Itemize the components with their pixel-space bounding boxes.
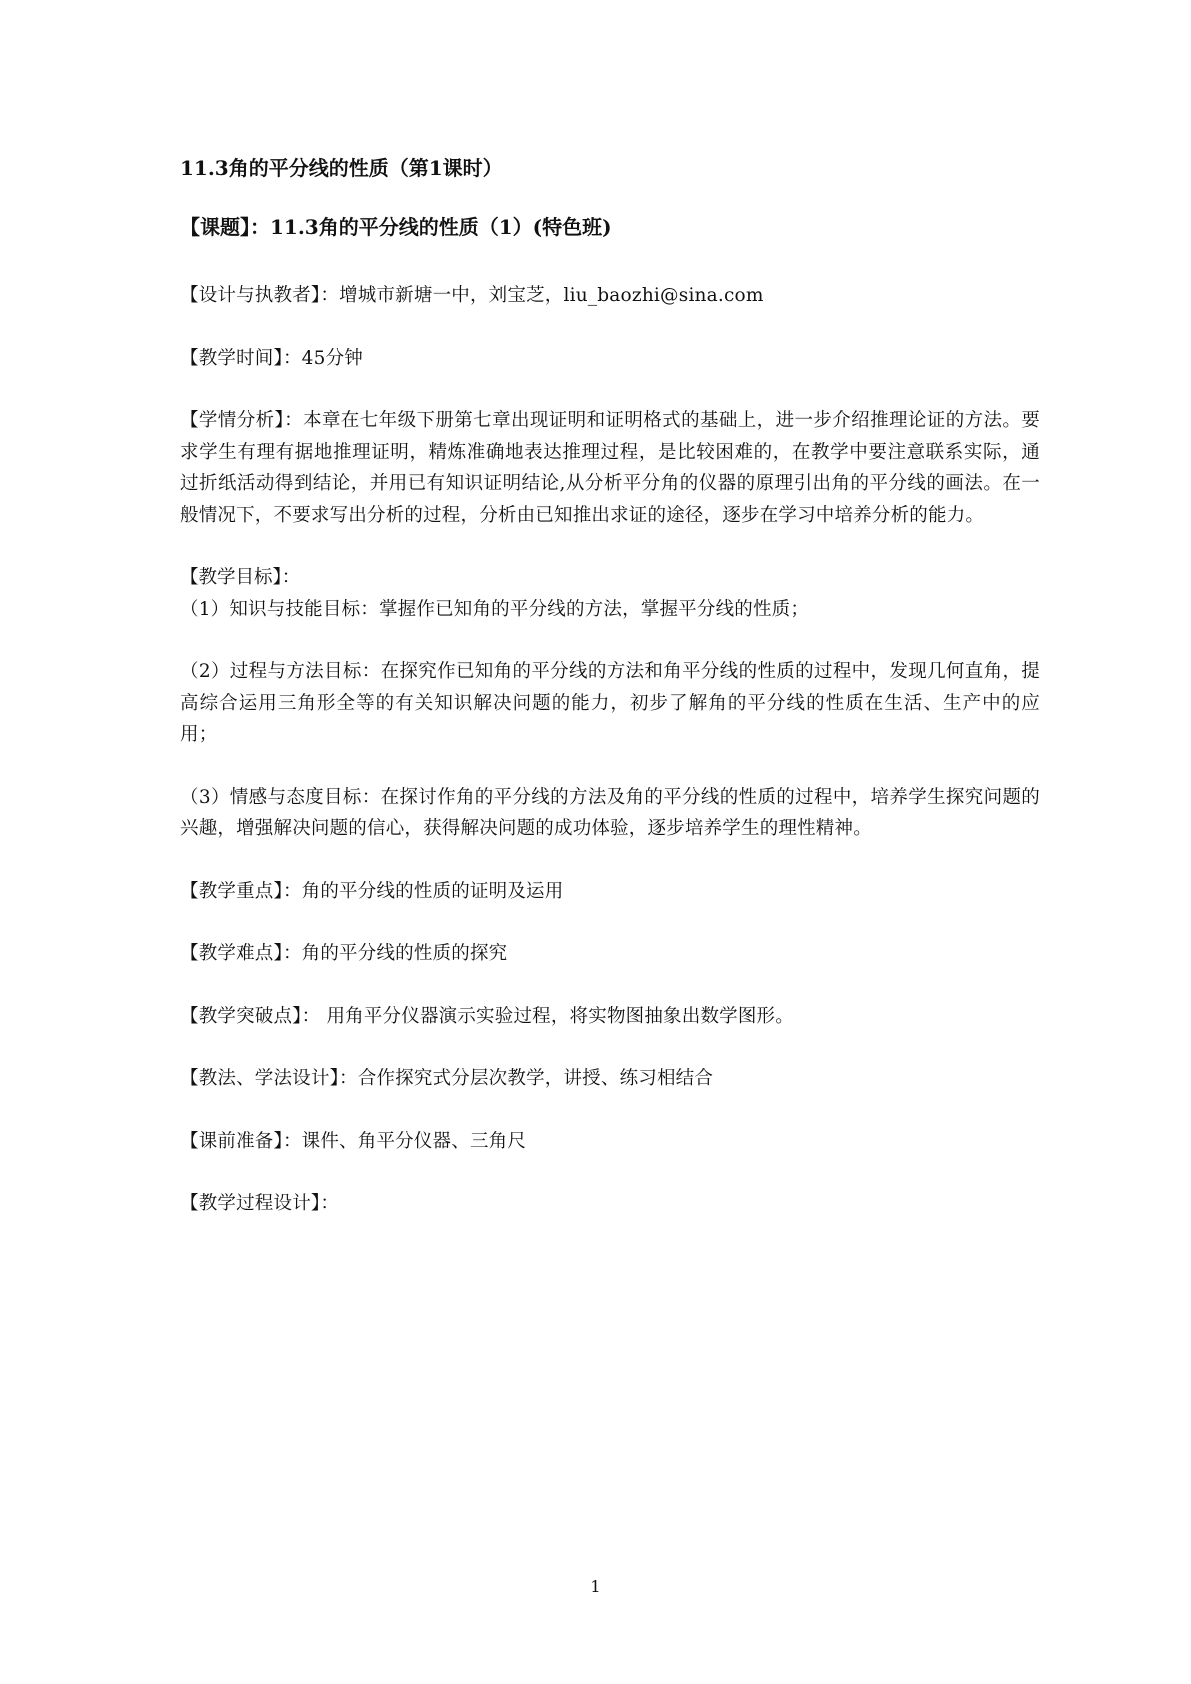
duration-line [180,343,1040,375]
subject-line [180,211,1040,243]
key-point-value: 角的平分线的性质的证明及运用 [301,880,564,902]
subject-label: 【课题】： [180,215,270,239]
subject-value: 11.3角的平分线的性质（1）(特色班) [270,215,612,239]
goal-item-attitude: （3）情感与态度目标：在探讨作角的平分线的方法及角的平分线的性质的过程中，培养学生探究问题的兴趣，增强解决问题的信心，获得解决问题的成功体验，逐步培养学生的理性精神。 [180,786,1040,839]
methods-label: 【教法、学法设计】： [180,1068,358,1089]
analysis-label: 【学情分析】： [180,410,304,431]
duration-value: 45分钟 [301,347,363,369]
page-number: 1 [590,1577,601,1596]
designer-line [180,280,1040,312]
methods-line [180,1063,1040,1095]
difficulty-value: 角的平分线的性质的探究 [301,943,508,964]
breakthrough-label: 【教学突破点】： [180,1005,321,1027]
document-content [180,152,1040,1251]
breakthrough-value: 用角平分仪器演示实验过程，将实物图抽象出数学图形。 [320,1005,794,1027]
goal-item-process: （2）过程与方法目标：在探究作已知角的平分线的方法和角平分线的性质的过程中，发现几何直角，提高综合运用三角形全等的有关知识解决问题的能力，初步了解角的平分线的性质在生活、生产中的应用； [180,661,1040,745]
analysis-text: 本章在七年级下册第七章出现证明和证明格式的基础上，进一步介绍推理论证的方法。要求学生有理有据地推理证明，精炼准确地表达推理过程，是比较困难的，在教学中要注意联系实际，通过折纸活动得到结论，并用已有知识证明结论,从分析平分角的仪器的原理引出角的平分线的画法。在一般情况下，不要求写出分析的过程，分析由已知推出求证的途径，逐步在学习中培养分析的能力。 [180,410,1040,526]
methods-value: 合作探究式分层次教学，讲授、练习相结合 [357,1068,714,1089]
preparation-line [180,1126,1040,1158]
goals-heading: 【教学目标】： [180,567,301,588]
designer-label: 【设计与执教者】： [180,285,340,306]
key-point-label: 【教学重点】： [180,880,302,902]
duration-label: 【教学时间】： [180,347,302,369]
goal-item-knowledge: （1）知识与技能目标：掌握作已知角的平分线的方法，掌握平分线的性质； [180,598,810,620]
preparation-value: 课件、角平分仪器、三角尺 [301,1130,527,1152]
difficulty-line [180,938,1040,970]
process-label: 【教学过程设计】： [180,1193,340,1214]
analysis-paragraph [180,405,1040,531]
difficulty-label: 【教学难点】： [180,943,302,964]
preparation-label: 【课前准备】： [180,1130,302,1152]
process-line [180,1188,1040,1220]
breakthrough-line [180,1001,1040,1033]
designer-value: 增城市新塘一中，刘宝芝，liu_baozhi@sina.com [339,285,764,306]
document-title: 11.3角的平分线的性质（第1课时） [180,156,503,180]
key-point-line [180,876,1040,908]
